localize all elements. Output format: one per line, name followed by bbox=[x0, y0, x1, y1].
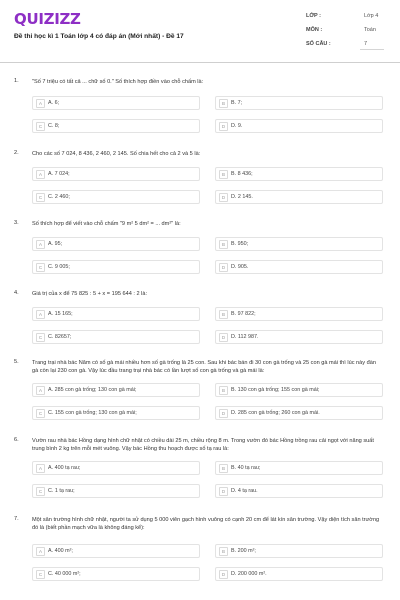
option-letter: A bbox=[36, 240, 45, 249]
question-text: Giá trị của x để 75 825 : 5 + x = 195 644 : 2 là: bbox=[32, 291, 148, 297]
option-letter: D bbox=[219, 263, 228, 272]
option-letter: B bbox=[219, 170, 228, 179]
meta-label-count: SỐ CÂU : bbox=[306, 41, 331, 47]
question-text: Vườn rau nhà bác Hồng dạng hình chữ nhật có chiều dài 25 m, chiều rộng 8 m. Trong vườn đó bác Hồng trồng rau cải ngọt với năng suất trung bình 2 kg trên mỗi mét vuông. Vậy bác Hồng thu hoạch được số tạ rau là: bbox=[32, 438, 374, 453]
meta-row-count bbox=[306, 38, 392, 52]
option-c[interactable] bbox=[32, 190, 200, 204]
option-d[interactable] bbox=[215, 567, 383, 581]
question-text: Trang trại nhà bác Năm có số gà mái nhiều hơn số gà trống là 25 con. Sau khi bác bán đi 30 con gà trống và 25 con gà mái thì lúc này đàn gà còn lại 230 con gà. Vậy lúc đầu trang trại nhà bác có lần lượt số con gà trống và gà mái là: bbox=[32, 360, 376, 375]
option-text: C. 1 tạ rau; bbox=[48, 488, 75, 494]
option-letter: A bbox=[36, 170, 45, 179]
meta-label-subject: MÔN : bbox=[306, 27, 323, 33]
quizizz-logo: QUIZIZZ bbox=[14, 10, 81, 28]
option-letter: D bbox=[219, 193, 228, 202]
option-text: B. 200 m²; bbox=[231, 548, 256, 554]
option-a[interactable] bbox=[32, 237, 200, 251]
option-letter: A bbox=[36, 99, 45, 108]
option-letter: B bbox=[219, 464, 228, 473]
header-divider bbox=[0, 62, 400, 63]
meta-value-class: Lớp 4 bbox=[364, 13, 379, 19]
worksheet-meta bbox=[306, 10, 392, 52]
option-letter: C bbox=[36, 122, 45, 131]
option-text: C. 40 000 m²; bbox=[48, 571, 81, 577]
option-letter: A bbox=[36, 310, 45, 319]
meta-row-subject bbox=[306, 24, 392, 38]
option-text: C. 82657; bbox=[48, 334, 72, 340]
option-text: D. 200 000 m². bbox=[231, 571, 267, 577]
question-number: 7. bbox=[14, 516, 19, 522]
option-b[interactable] bbox=[215, 96, 383, 110]
option-text: B. 8 436; bbox=[231, 171, 253, 177]
option-text: C. 155 con gà trống; 130 con gà mái; bbox=[48, 410, 137, 416]
option-b[interactable] bbox=[215, 307, 383, 321]
option-text: B. 97 822; bbox=[231, 311, 256, 317]
option-c[interactable] bbox=[32, 406, 200, 420]
option-letter: C bbox=[36, 333, 45, 342]
option-text: A. 285 con gà trống; 130 con gà mái; bbox=[48, 387, 137, 393]
page-title: Đề thi học kì 1 Toán lớp 4 có đáp án (Mới nhất) - Đề 17 bbox=[14, 33, 184, 40]
option-text: B. 950; bbox=[231, 241, 249, 247]
option-a[interactable] bbox=[32, 307, 200, 321]
option-text: D. 2 145. bbox=[231, 194, 253, 200]
question-number: 1. bbox=[14, 78, 19, 84]
option-b[interactable] bbox=[215, 544, 383, 558]
option-c[interactable] bbox=[32, 330, 200, 344]
option-text: D. 9. bbox=[231, 123, 243, 129]
option-d[interactable] bbox=[215, 119, 383, 133]
option-a[interactable] bbox=[32, 96, 200, 110]
option-b[interactable] bbox=[215, 167, 383, 181]
option-letter: B bbox=[219, 547, 228, 556]
option-d[interactable] bbox=[215, 330, 383, 344]
option-d[interactable] bbox=[215, 484, 383, 498]
option-text: D. 285 con gà trống; 260 con gà mái. bbox=[231, 410, 320, 416]
option-letter: D bbox=[219, 122, 228, 131]
option-text: C. 9 005; bbox=[48, 264, 70, 270]
option-a[interactable] bbox=[32, 461, 200, 475]
option-text: A. 400 m²; bbox=[48, 548, 73, 554]
option-text: B. 40 tạ rau; bbox=[231, 465, 261, 471]
worksheet-header bbox=[0, 0, 400, 62]
option-text: A. 7 024; bbox=[48, 171, 70, 177]
option-text: C. 8; bbox=[48, 123, 60, 129]
option-text: B. 130 con gà trống; 155 con gà mái; bbox=[231, 387, 320, 393]
option-letter: B bbox=[219, 310, 228, 319]
option-b[interactable] bbox=[215, 237, 383, 251]
meta-value-subject: Toán bbox=[364, 27, 376, 33]
option-text: D. 112 987. bbox=[231, 334, 259, 340]
meta-row-class bbox=[306, 10, 392, 24]
question-number: 5. bbox=[14, 359, 19, 365]
option-letter: D bbox=[219, 570, 228, 579]
question-text: Cho các số 7 024, 8 436, 2 460, 2 145. Số chia hết cho cả 2 và 5 là: bbox=[32, 151, 201, 157]
option-d[interactable] bbox=[215, 260, 383, 274]
option-letter: A bbox=[36, 386, 45, 395]
question-number: 4. bbox=[14, 290, 19, 296]
option-text: A. 15 165; bbox=[48, 311, 73, 317]
option-letter: D bbox=[219, 487, 228, 496]
meta-value-count: 7 bbox=[364, 41, 368, 47]
option-c[interactable] bbox=[32, 484, 200, 498]
question-number: 6. bbox=[14, 437, 19, 443]
option-a[interactable] bbox=[32, 383, 200, 397]
option-letter: A bbox=[36, 547, 45, 556]
question-number: 3. bbox=[14, 220, 19, 226]
option-text: D. 4 tạ rau. bbox=[231, 488, 258, 494]
option-letter: C bbox=[36, 193, 45, 202]
option-letter: A bbox=[36, 464, 45, 473]
question-text: "Số 7 triệu có tất cả ... chữ số 0." Số thích hợp điền vào chỗ chấm là: bbox=[32, 79, 204, 85]
option-letter: D bbox=[219, 409, 228, 418]
option-letter: C bbox=[36, 263, 45, 272]
option-letter: B bbox=[219, 240, 228, 249]
option-d[interactable] bbox=[215, 406, 383, 420]
option-a[interactable] bbox=[32, 167, 200, 181]
option-text: A. 6; bbox=[48, 100, 60, 106]
option-text: B. 7; bbox=[231, 100, 243, 106]
option-b[interactable] bbox=[215, 383, 383, 397]
option-text: A. 95; bbox=[48, 241, 63, 247]
question-text: Số thích hợp để viết vào chỗ chấm "9 m² 5 dm² = ... dm²" là: bbox=[32, 221, 181, 227]
question-number: 2. bbox=[14, 150, 19, 156]
option-c[interactable] bbox=[32, 260, 200, 274]
option-letter: B bbox=[219, 386, 228, 395]
option-text: C. 2 460; bbox=[48, 194, 70, 200]
option-text: A. 400 tạ rau; bbox=[48, 465, 81, 471]
option-letter: B bbox=[219, 99, 228, 108]
option-letter: D bbox=[219, 333, 228, 342]
question-text: Một sân trường hình chữ nhật, người ta sử dụng 5 000 viên gạch hình vuông có cạnh 20 cm để lát kín sân trường. Vậy diện tích sân trường đó là (biết phần mạch vữa là không đáng kể): bbox=[32, 517, 380, 532]
option-c[interactable] bbox=[32, 567, 200, 581]
option-letter: C bbox=[36, 487, 45, 496]
option-letter: C bbox=[36, 409, 45, 418]
option-letter: C bbox=[36, 570, 45, 579]
meta-label-class: LỚP : bbox=[306, 13, 321, 19]
option-text: D. 905. bbox=[231, 264, 249, 270]
option-c[interactable] bbox=[32, 119, 200, 133]
option-b[interactable] bbox=[215, 461, 383, 475]
option-d[interactable] bbox=[215, 190, 383, 204]
option-a[interactable] bbox=[32, 544, 200, 558]
